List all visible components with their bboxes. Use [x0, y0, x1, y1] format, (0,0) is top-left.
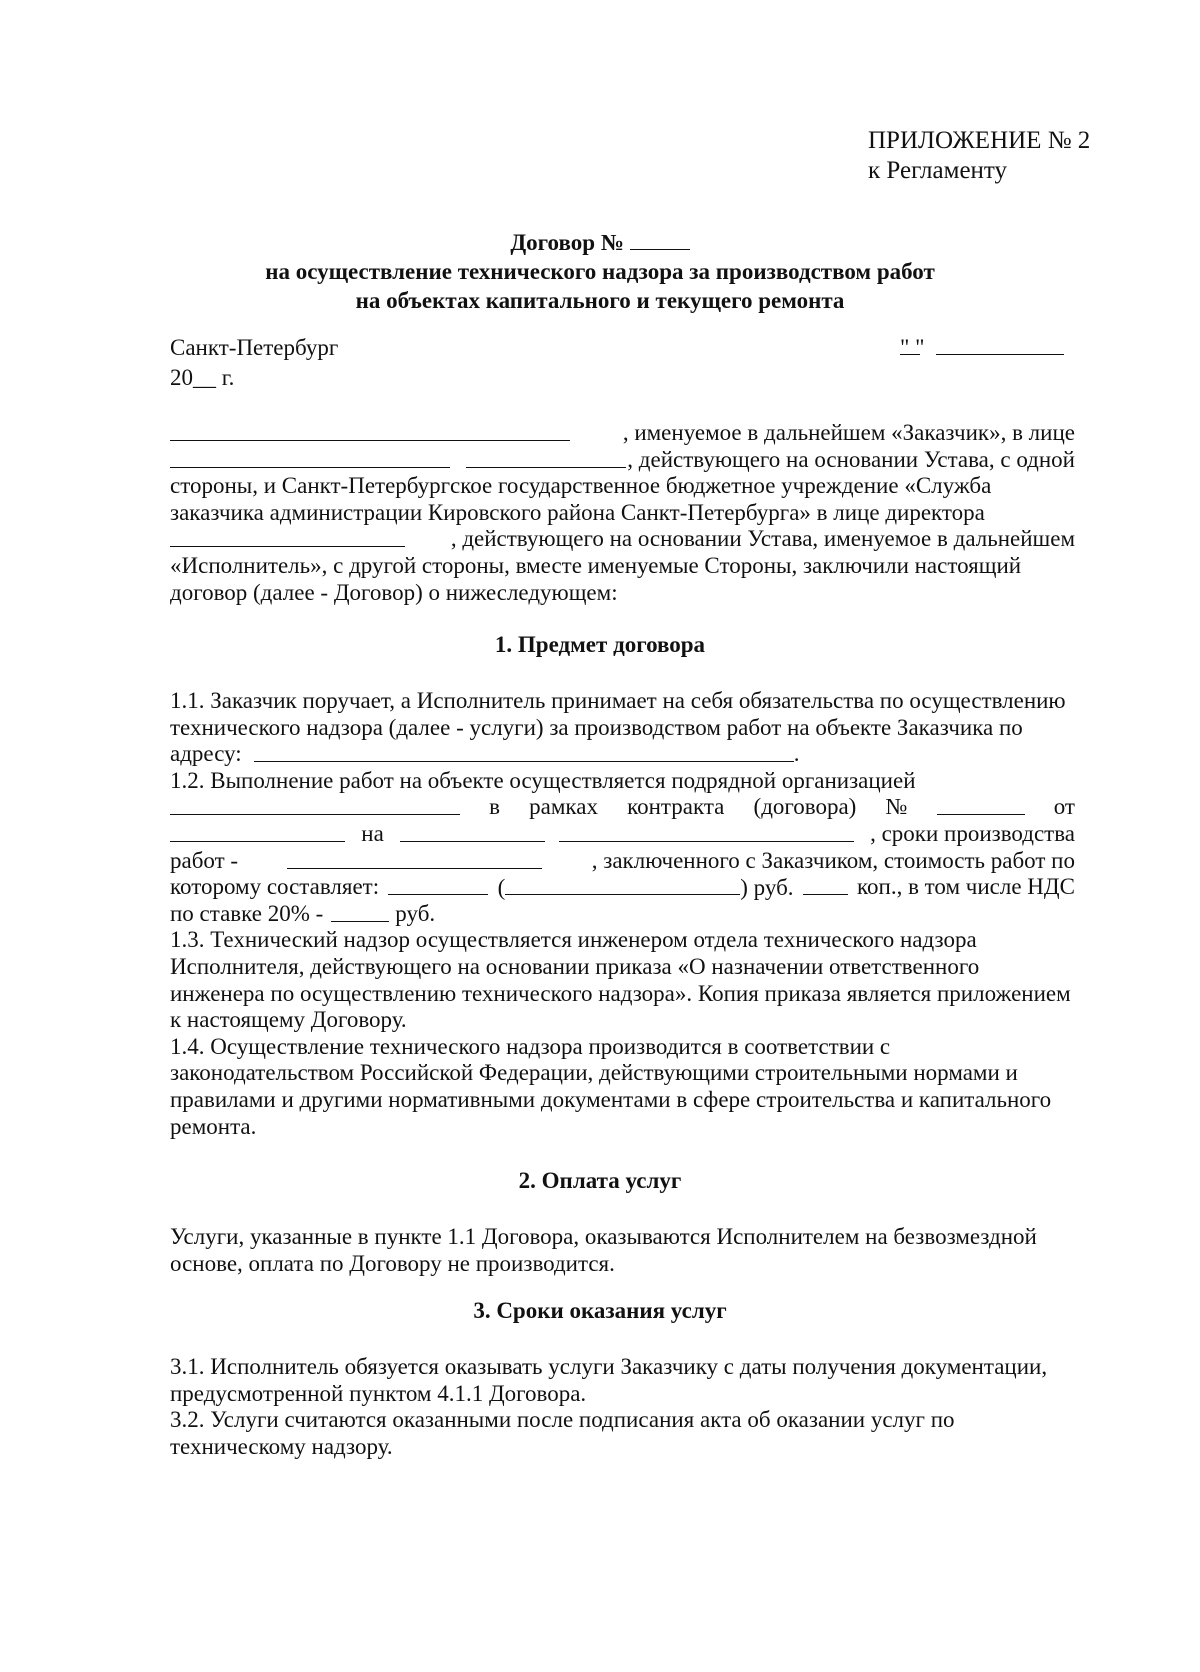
day-blank [900, 334, 920, 355]
clause-text: законодательством Российской Федерации, действующими строительными нормами и [170, 1060, 1018, 1086]
contract-title-line2: на осуществление технического надзора за производством работ [265, 259, 935, 284]
section-1-heading: 1. Предмет договора [494, 632, 706, 657]
clause-text: руб. [395, 900, 436, 926]
clause-1-4-line-3 [170, 1087, 1075, 1114]
clause-1-2-line-6 [170, 901, 1075, 928]
clause-1-1-line-3: адресу: . [170, 741, 800, 767]
clause-text: рамках [529, 794, 598, 820]
preamble-text: «Исполнитель», с другой стороны, вместе именуемые Стороны, заключили настоящий [170, 552, 1022, 578]
clause-1-4-line-1 [170, 1034, 1075, 1061]
work-type-blank [400, 821, 545, 842]
clause-text: в [489, 794, 501, 820]
section-2-heading: 2. Оплата услуг [518, 1168, 682, 1193]
preamble-text: договор (далее - Договор) о нижеследующем: [170, 579, 618, 605]
clause-text: ) руб. [740, 875, 794, 901]
city-name: Санкт-Петербург [170, 335, 339, 360]
month-blank [936, 334, 1064, 355]
clause-text: Услуги, указанные в пункте 1.1 Договора, оказываются Исполнителем на безвозмездной [170, 1224, 1037, 1249]
preamble-line-1 [170, 420, 1075, 447]
date-quotes: " " [900, 335, 925, 360]
clause-text: основе, оплата по Договору не производится. [170, 1250, 615, 1276]
section-3-body [170, 1354, 1075, 1460]
clause-1-2-line-3 [170, 821, 1075, 848]
clause-1-3-line-3 [170, 981, 1075, 1008]
section-2-line-2 [170, 1251, 1075, 1278]
clause-text: к настоящему Договору. [170, 1007, 407, 1033]
preamble-text: , именуемое в дальнейшем «Заказчик», в лице [622, 420, 1075, 445]
preamble-text: стороны, и Санкт-Петербургское государственное бюджетное учреждение «Служба [170, 473, 992, 499]
clause-text: , заключенного с Заказчиком, стоимость работ по [591, 847, 1075, 873]
clause-text: 1.2. Выполнение работ на объекте осуществляется подрядной организацией [170, 767, 916, 793]
clause-text: инженера по осуществлению технического надзора». Копия приказа является приложением [170, 980, 1071, 1006]
clause-1-2-line-1 [170, 768, 1075, 795]
work-description-blank [559, 821, 854, 842]
clause-text: 3.2. Услуги считаются оказанными после подписания акта об оказании услуг по [170, 1407, 955, 1433]
clause-1-3-line-2 [170, 954, 1075, 981]
annex-reference: к Регламенту [868, 157, 1008, 184]
preamble-line-7 [170, 580, 1075, 607]
kopecks-blank [803, 874, 848, 895]
clause-text: техническому надзору. [170, 1433, 393, 1459]
contract-year: 20__ г. [170, 365, 235, 390]
clause-1-2-line-4 [170, 848, 1075, 875]
contract-title-number [0, 228, 1200, 258]
director-name-blank [170, 526, 405, 547]
clause-3-1-line-2 [170, 1381, 1075, 1408]
object-address-blank [254, 741, 794, 762]
preamble-line-6 [170, 553, 1075, 580]
clause-text: Исполнителя, действующего на основании приказа «О назначении ответственного [170, 953, 980, 979]
cost-digits-blank [388, 874, 488, 895]
contractor-name-blank [170, 794, 460, 815]
date-field [900, 333, 1064, 363]
clause-text: от [1053, 794, 1075, 820]
clause-text: работ - [170, 847, 239, 873]
contract-date-blank [170, 821, 345, 842]
clause-text: контракта [627, 794, 725, 820]
clause-text: 1.1. Заказчик поручает, а Исполнитель принимает на себя обязательства по осуществлению [170, 688, 1066, 713]
clause-1-2-line-5 [170, 874, 1075, 901]
customer-name-blank [170, 420, 570, 441]
vat-amount-blank [331, 901, 389, 922]
clause-1-3-line-1 [170, 927, 1075, 954]
preamble-text: , действующего на основании Устава, с одной [627, 446, 1075, 472]
clause-text: 3.1. Исполнитель обязуется оказывать услуги Заказчику с даты получения документации, [170, 1354, 1048, 1379]
cost-words-blank [505, 874, 740, 895]
clause-3-2-line-2 [170, 1434, 1075, 1461]
contract-number-blank [630, 229, 690, 250]
representative-blank [170, 447, 450, 468]
preamble [170, 420, 1075, 606]
contract-title-line3: на объектах капитального и текущего ремонта [355, 288, 845, 313]
clause-text: адресу: [170, 741, 242, 767]
section-3-heading: 3. Сроки оказания услуг [473, 1298, 727, 1323]
clause-text: 1.4. Осуществление технического надзора производится в соответствии с [170, 1033, 891, 1059]
annex-header [868, 126, 1090, 186]
clause-3-1-line-1 [170, 1354, 1075, 1381]
clause-1-1-line-1 [170, 688, 1075, 715]
clause-1-3-line-4 [170, 1007, 1075, 1034]
clause-text: 1.3. Технический надзор осуществляется инженером отдела технического надзора [170, 927, 977, 953]
preamble-line-5 [170, 526, 1075, 553]
clause-text: технического надзора (далее - услуги) за производством работ на объекте Заказчика по [170, 714, 1023, 740]
clause-text: , сроки производства [870, 820, 1075, 846]
preamble-text: заказчика администрации Кировского района Санкт-Петербурга» в лице директора [170, 499, 985, 525]
clause-text: на [361, 820, 384, 846]
preamble-line-4 [170, 500, 1075, 527]
preamble-text: , действующего на основании Устава, именуемое в дальнейшем [450, 526, 1075, 552]
contract-number-label: Договор № [510, 230, 624, 255]
clause-text: правилами и другими нормативными документами в сфере строительства и капитального [170, 1086, 1052, 1112]
annex-number: ПРИЛОЖЕНИЕ № 2 [868, 127, 1091, 154]
clause-1-1-line-2 [170, 715, 1075, 742]
section-1-body [170, 688, 1075, 1140]
preamble-line-3 [170, 473, 1075, 500]
section-2-body [170, 1224, 1075, 1277]
representative-name-blank [466, 447, 626, 468]
clause-text: которому составляет: [170, 874, 380, 900]
clause-text: (договора) [753, 794, 857, 820]
clause-3-2-line-1 [170, 1407, 1075, 1434]
clause-text: ремонта. [170, 1113, 257, 1139]
clause-text: коп., в том числе НДС [857, 874, 1075, 900]
clause-text: предусмотренной пунктом 4.1.1 Договора. [170, 1380, 587, 1406]
clause-text: по ставке 20% - [170, 900, 324, 926]
clause-1-4-line-4 [170, 1114, 1075, 1141]
section-2-line-1 [170, 1224, 1075, 1251]
clause-text: № [885, 794, 908, 820]
work-period-blank [287, 848, 542, 869]
preamble-line-2 [170, 447, 1075, 474]
contract-number-blank [937, 794, 1025, 815]
clause-1-4-line-2 [170, 1060, 1075, 1087]
place-block [170, 333, 338, 393]
clause-text: ( [497, 875, 506, 901]
clause-1-2-line-2 [170, 794, 1075, 821]
